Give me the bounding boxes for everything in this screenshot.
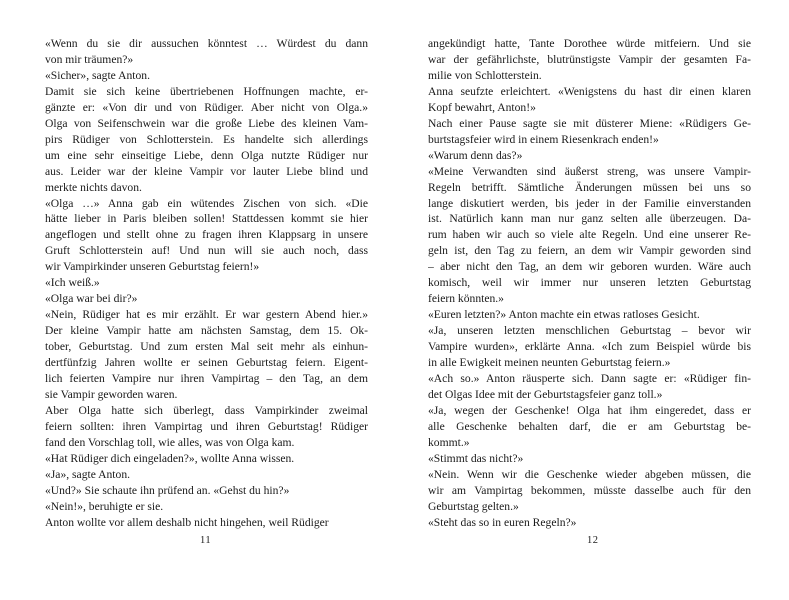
- text-line: «Hat Rüdiger dich eingeladen?», wollte Anna wissen.: [45, 451, 295, 465]
- text-line: in alle Ewigkeit meinen neunten Geburtstag feiern.»: [428, 356, 671, 370]
- text-line: von mir träumen?»: [45, 52, 134, 66]
- text-line: «Ach so.» Anton räusperte sich. Dann sagte er: «Rüdiger fin-: [428, 372, 751, 386]
- text-line: «Meine Verwandten sind äußerst streng, was unsere Vampir-: [428, 164, 751, 178]
- text-line: «Ja», sagte Anton.: [45, 467, 131, 481]
- text-line: «Nein!», beruhigte er sie.: [45, 499, 164, 513]
- text-line: «Sicher», sagte Anton.: [45, 68, 150, 82]
- page-number-left: 11: [200, 535, 212, 546]
- text-line: det Olgas Idee mit der Geburtstagsfeier ganz toll.»: [428, 387, 663, 401]
- page-number-right: 12: [587, 535, 599, 546]
- text-line: rum haben wir auch so viele alte Regeln. Und eine unserer Re-: [428, 228, 751, 242]
- right-page: [428, 36, 751, 531]
- text-line: «Nein, Rüdiger hat es mir erzählt. Er war gestern Abend hier.»: [45, 308, 368, 322]
- text-line: lich feierten Vampire nur ihren Vampirtag – den Tag, an dem: [45, 372, 368, 386]
- text-line: angekündigt hatte, Tante Dorothee würde mitfeiern. Und sie: [428, 37, 751, 50]
- text-line: ist. Natürlich kann man nur ganz selten alle überzeugen. Da-: [428, 212, 751, 226]
- text-line: feiern könnten.»: [428, 292, 504, 306]
- text-line: aus. Leider war der kleine Vampir vor lauter Liebe blind und: [45, 164, 368, 178]
- text-line: «Ja, unseren letzten menschlichen Geburtstag – bevor wir: [428, 324, 751, 338]
- text-line: Aber Olga hatte sich überlegt, dass Vampirkinder zweimal: [45, 403, 368, 417]
- text-line: Anna seufzte erleichtert. «Wenigstens du hast dir einen klaren: [428, 84, 751, 98]
- text-line: Geburtstag gelten.»: [428, 499, 519, 513]
- text-line: «Wenn du sie dir aussuchen könntest … Würdest du dann: [45, 37, 368, 50]
- text-line: Vampire wurden», erklärte Anna. «Ich zum Beispiel würde bis: [428, 340, 751, 354]
- text-line: «Steht das so in euren Regeln?»: [428, 515, 577, 529]
- text-line: um eine sehr einseitige Liebe, denn Olga nutzte Rüdiger nur: [45, 148, 368, 162]
- text-line: hätte lieber in Paris bleiben sollen! Stattdessen kommt sie hier: [45, 212, 368, 226]
- text-line: sie Vampir geworden waren.: [45, 387, 178, 401]
- text-line: geln ist, den Tag zu feiern, an dem wir Vampir geworden sind: [428, 244, 751, 258]
- text-line: alle Geschenke behalten darf, die er am Geburtstag be-: [428, 419, 751, 433]
- text-line: «Stimmt das nicht?»: [428, 451, 524, 465]
- text-line: «Ich weiß.»: [45, 276, 100, 290]
- text-line: kommt.»: [428, 435, 470, 449]
- text-line: burtstagsfeier wird in einem Riesenkrach enden!»: [428, 132, 659, 146]
- text-line: Olga von Seifenschwein war die große Liebe des kleinen Vam-: [45, 116, 368, 130]
- text-line: tober, Geburtstag. Und zum ersten Mal seit mehr als einhun-: [45, 340, 368, 354]
- text-line: angeflogen und stellt ohne zu fragen ihren Klappsarg in unsere: [45, 228, 368, 242]
- text-line: komisch, weil wir immer nur unseren letzten Geburtstag: [428, 276, 751, 290]
- text-line: Anton wollte vor allem deshalb nicht hingehen, weil Rüdiger: [45, 515, 329, 529]
- left-page: [45, 36, 368, 531]
- text-line: «Olga war bei dir?»: [45, 292, 138, 306]
- text-line: «Warum denn das?»: [428, 148, 523, 162]
- text-line: milie von Schlotterstein.: [428, 68, 542, 82]
- text-line: «Und?» Sie schaute ihn prüfend an. «Gehst du hin?»: [45, 483, 290, 497]
- text-line: – aber nicht den Tag, an dem wir geboren wurden. Wäre auch: [428, 260, 751, 274]
- text-line: gänzte er: «Von dir und von Rüdiger. Aber nicht von Olga.»: [45, 100, 368, 114]
- text-line: merkte nichts davon.: [45, 180, 142, 194]
- text-line: «Euren letzten?» Anton machte ein etwas ratloses Gesicht.: [428, 308, 700, 322]
- text-line: «Olga …» Anna gab ein wütendes Zischen von sich. «Die: [45, 196, 368, 210]
- text-line: Gruft Schlotterstein auf! Und nun will sie auch noch, dass: [45, 244, 368, 258]
- text-line: Kopf bewahrt, Anton!»: [428, 100, 536, 114]
- text-line: fand den Vorschlag toll, wie alles, was von Olga kam.: [45, 435, 295, 449]
- text-line: Der kleine Vampir hatte am nächsten Samstag, dem 15. Ok-: [45, 324, 368, 338]
- text-line: Regeln betrifft. Sämtliche Änderungen müssen bei uns so: [428, 180, 751, 194]
- text-line: Damit sie sich keine übertriebenen Hoffnungen machte, er-: [45, 84, 368, 98]
- text-line: «Nein. Wenn wir die Geschenke wieder abgeben müssen, die: [428, 467, 751, 481]
- text-line: war der gefährlichste, blutrünstigste Vampir der gesamten Fa-: [428, 52, 751, 66]
- text-line: dertfünfzig Jahren wollte er seinen Geburtstag feiern. Eigent-: [45, 356, 368, 370]
- text-line: «Ja, wegen der Geschenke! Olga hat ihm eingeredet, dass er: [428, 403, 751, 417]
- text-line: wir Vampirkinder unseren Geburtstag feiern!»: [45, 260, 260, 274]
- text-line: wir am Vampirtag bekommen, müsste dasselbe auch für den: [428, 483, 751, 497]
- text-line: feiern sollten: ihren Vampirtag und ihren Geburtstag! Rüdiger: [45, 419, 368, 433]
- text-line: lange diskutiert werden, bis jeder in der Familie einverstanden: [428, 196, 751, 210]
- text-line: pirs Rüdiger von Schlotterstein. Es handelte sich allerdings: [45, 132, 368, 146]
- text-line: Nach einer Pause sagte sie mit düsterer Miene: «Rüdigers Ge-: [428, 116, 751, 130]
